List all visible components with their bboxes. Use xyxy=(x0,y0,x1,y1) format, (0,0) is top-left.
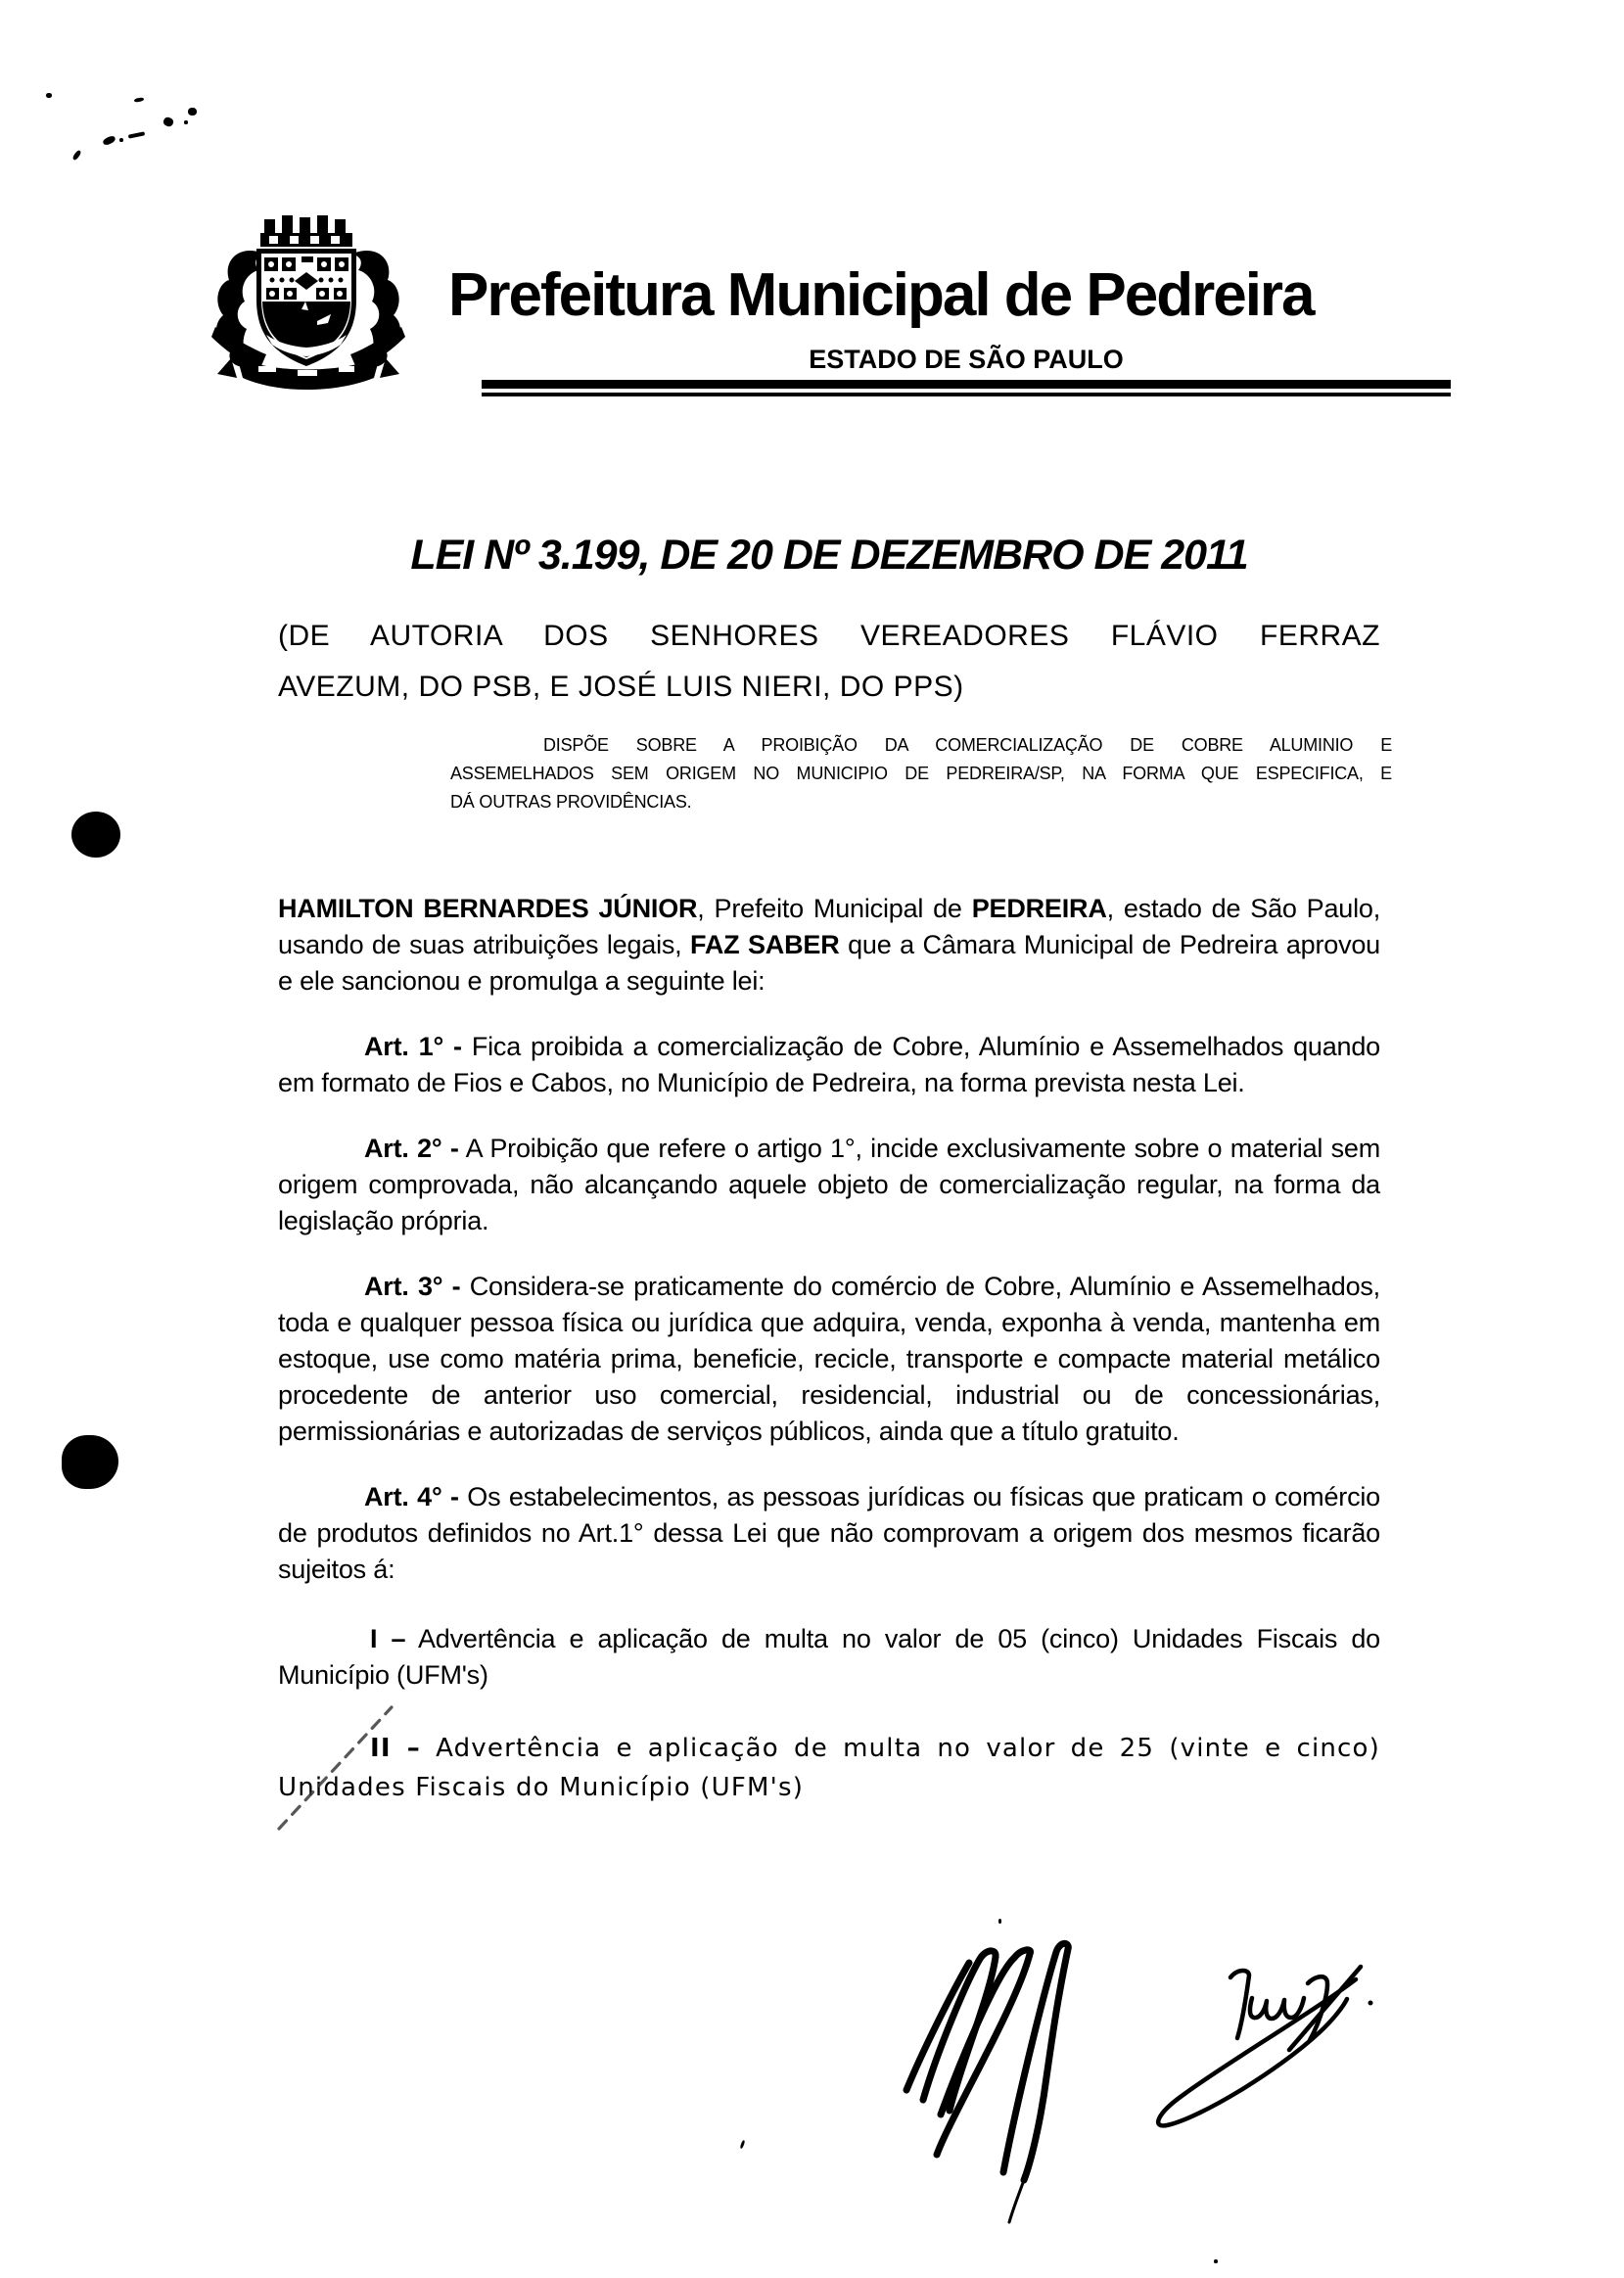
article-1-text: Fica proibida a comercialização de Cobre, Alumínio e Assemelhados quando em formato de Fios e Cabos, no Município de Pedreira, na forma prevista nesta Lei. xyxy=(278,1032,1380,1097)
mayor-name: HAMILTON BERNARDES JÚNIOR xyxy=(278,894,698,923)
punch-hole-mark-top xyxy=(71,812,120,858)
pedreira-coat-of-arms-icon xyxy=(208,211,409,392)
secondary-signature-scribble xyxy=(1158,1967,1372,2125)
inciso-1-text: Advertência e aplicação de multa no valor de 05 (cinco) Unidades Fiscais do Município (UFM's) xyxy=(278,1624,1380,1690)
ink-speck xyxy=(998,1919,1001,1924)
article-3 xyxy=(278,1269,1380,1450)
summary-line-1: DISPÕE SOBRE A PROIBIÇÃO DA COMERCIALIZAÇÃO DE COBRE ALUMINIO E xyxy=(543,735,1392,755)
authorship-line-2: AVEZUM, DO PSB, E JOSÉ LUIS NIERI, DO PPS) xyxy=(278,671,964,703)
article-3-text: Considera-se praticamente do comércio de Cobre, Alumínio e Assemelhados, toda e qualquer pessoa física ou jurídica que adquira, venda, exponha à venda, mantenha em estoque, use como matéria prima, beneficie, recicle, transporte e compacte material metálico procedente de anterior uso comercial, residencial, industrial ou de concessionárias, permissionárias e autorizadas de serviços públicos, ainda que a título gratuito. xyxy=(278,1272,1380,1446)
article-4-text: Os estabelecimentos, as pessoas jurídicas ou físicas que praticam o comércio de produtos definidos no Art.1° dessa Lei que não comprovam a origem dos mesmos ficarão sujeitos á: xyxy=(278,1482,1380,1584)
header-rule-thin xyxy=(482,393,1451,396)
ink-speck xyxy=(740,2140,746,2149)
preamble-text: que a Câmara Municipal de Pedreira aprovou e ele sancionou e promulga a seguinte lei: xyxy=(278,930,1380,996)
article-1 xyxy=(278,1029,1380,1101)
municipality-title: Prefeitura Municipal de Pedreira xyxy=(448,261,1314,329)
summary-line-2: ASSEMELHADOS SEM ORIGEM NO MUNICIPIO DE PEDREIRA/SP, NA FORMA QUE ESPECIFICA, E xyxy=(450,764,1392,783)
ink-speck xyxy=(162,116,174,128)
article-4-label: Art. 4° - xyxy=(364,1482,459,1511)
authorship-note xyxy=(278,611,1380,713)
pencil-check-mark xyxy=(264,1692,411,1843)
ink-speck xyxy=(119,138,123,142)
ink-speck xyxy=(184,120,188,124)
preamble-text: , Prefeito Municipal de xyxy=(697,894,972,923)
article-2 xyxy=(278,1131,1380,1239)
inciso-1 xyxy=(278,1621,1380,1694)
inciso-2-text: Advertência e aplicação de multa no valor de 25 (vinte e cinco) Unidades Fiscais do Município (UFM's) xyxy=(278,1734,1380,1802)
law-number-title: LEI Nº 3.199, DE 20 DE DEZEMBRO DE 2011 xyxy=(410,532,1248,579)
article-4 xyxy=(278,1479,1380,1588)
inciso-1-label: I – xyxy=(370,1624,406,1653)
signatures-block xyxy=(861,1936,1410,2252)
ink-speck xyxy=(71,150,81,162)
ink-speck xyxy=(128,131,145,138)
article-2-text: A Proibição que refere o artigo 1°, incide exclusivamente sobre o material sem origem comprovada, não alcançando aquele objeto de comercialização regular, na forma da legislação própria. xyxy=(278,1134,1380,1235)
article-3-label: Art. 3° - xyxy=(364,1272,461,1301)
mayor-signature-scribble xyxy=(1009,2180,1024,2222)
ink-speck xyxy=(102,135,116,147)
authorship-line-1: (DE AUTORIA DOS SENHORES VEREADORES FLÁVIO FERRAZ xyxy=(278,620,1380,652)
inciso-2 xyxy=(278,1729,1380,1807)
preamble-paragraph xyxy=(278,891,1380,1000)
article-2-label: Art. 2° - xyxy=(364,1134,459,1163)
ink-speck xyxy=(188,108,197,116)
faz-saber-phrase: FAZ SABER xyxy=(690,930,840,959)
ink-speck xyxy=(46,93,52,98)
city-name: PEDREIRA xyxy=(971,894,1107,923)
punch-hole-mark-bottom xyxy=(62,1435,118,1489)
state-subtitle: ESTADO DE SÃO PAULO xyxy=(809,345,1124,374)
ink-speck xyxy=(134,97,145,103)
article-1-label: Art. 1° - xyxy=(364,1032,462,1061)
summary-line-3: DÁ OUTRAS PROVIDÊNCIAS. xyxy=(450,792,692,812)
header-rule-thick xyxy=(482,380,1451,389)
preamble-text: , estado de São Paulo, usando de suas atribuições legais, xyxy=(278,894,1380,959)
inciso-2-label: II – xyxy=(370,1734,421,1763)
ink-speck xyxy=(1214,2259,1218,2263)
law-summary xyxy=(450,731,1392,816)
mayor-signature-scribble xyxy=(906,1943,1068,2180)
law-body xyxy=(278,891,1380,1807)
